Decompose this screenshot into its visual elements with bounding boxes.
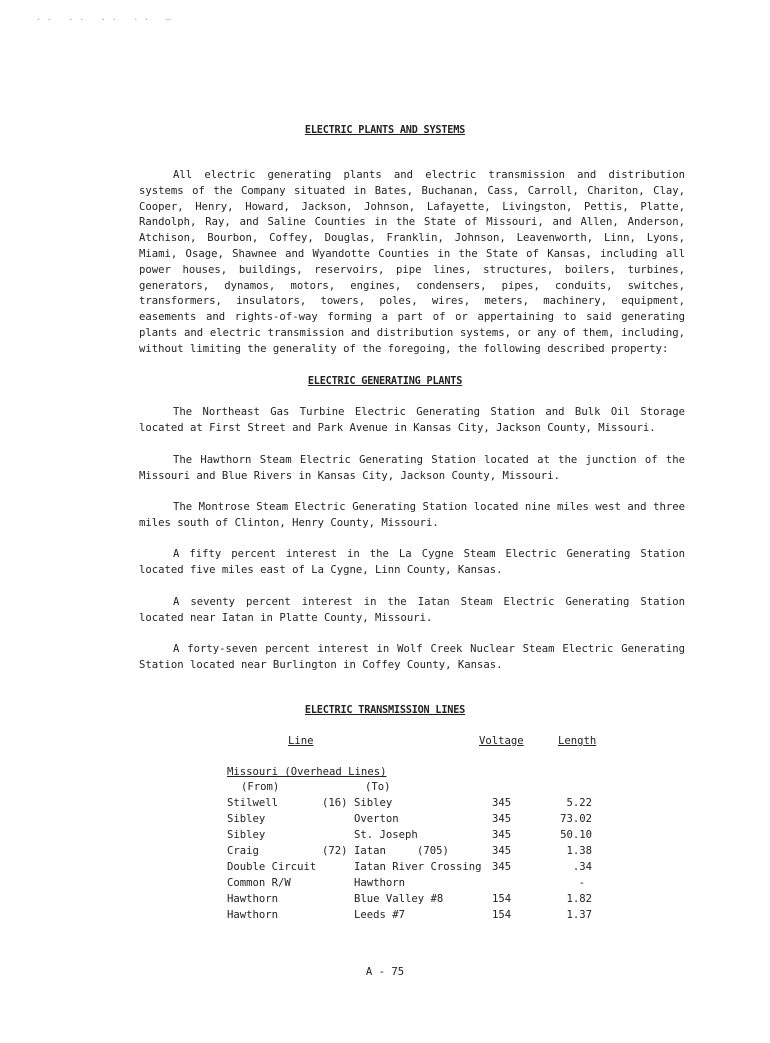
col-header-length: Length xyxy=(558,735,597,747)
col-header-line: Line xyxy=(288,735,314,747)
plant-paragraph-4: A fifty percent interest in the La Cygne Steam Electric Generating Station located five miles east of La Cygne, Linn County, Kansas. xyxy=(139,548,685,576)
row-voltage: 345 xyxy=(492,829,512,841)
row-from: Stilwell xyxy=(227,797,279,809)
row-from: Sibley xyxy=(227,829,266,841)
row-to: Leeds #7 xyxy=(354,909,406,921)
row-from: Craig xyxy=(227,845,259,857)
row-length: 50.10 xyxy=(560,829,592,841)
row-voltage: 345 xyxy=(492,797,512,809)
row-from: Hawthorn xyxy=(227,909,279,921)
row-from: Common R/W xyxy=(227,877,291,889)
section-label: Missouri (Overhead Lines) xyxy=(227,766,387,778)
row-length: .34 xyxy=(572,861,592,873)
col-header-voltage: Voltage xyxy=(479,735,524,747)
row-from-number: (72) xyxy=(322,845,348,857)
row-to: Iatan River Crossing xyxy=(354,861,482,873)
page-title: ELECTRIC PLANTS AND SYSTEMS xyxy=(304,125,466,136)
row-to: Hawthorn xyxy=(354,877,406,889)
plant-paragraph-5: A seventy percent interest in the Iatan Steam Electric Generating Station located near Iatan in Platte County, Missouri. xyxy=(139,596,685,624)
to-label: (To) xyxy=(365,781,391,793)
transmission-lines-heading: ELECTRIC TRANSMISSION LINES xyxy=(304,705,466,716)
row-voltage: 345 xyxy=(492,845,512,857)
row-to: Overton xyxy=(354,813,399,825)
scan-specks: ·· ·· ·· ·· – xyxy=(36,15,177,24)
row-to: Iatan xyxy=(354,845,386,857)
row-to-number: (705) xyxy=(417,845,449,857)
row-to: Blue Valley #8 xyxy=(354,893,444,905)
intro-paragraph: All electric generating plants and electric transmission and distribution systems of the Company situated in Bates, Buchanan, Cass, Carroll, Chariton, Clay, Cooper, Henry, Howard, Jackson, Johnson, Lafayette, Livingston, Pettis, Platte, Randolph, Ray, and Saline Counties in the State of Missouri, and Allen, Anderson, Atchison, Bourbon, Coffey, Douglas, Franklin, Johnson, Leavenworth, Linn, Lyons, Miami, Osage, Shawnee and Wyandotte Counties in the State of Kansas, including all power houses, buildings, reservoirs, pipe lines, structures, boilers, turbines, generators, dynamos, motors, engines, condensers, pipes, conduits, switches, transformers, insulators, towers, poles, wires, meters, machinery, equipment, easements and rights-of-way forming a part of or appertaining to said generating plants and electric transmission and distribution systems, or any of them, including, without limiting the generality of the foregoing, the following described property: xyxy=(139,169,685,355)
from-label: (From) xyxy=(241,781,280,793)
plant-paragraph-1: The Northeast Gas Turbine Electric Generating Station and Bulk Oil Storage located at First Street and Park Avenue in Kansas City, Jackson County, Missouri. xyxy=(139,406,685,434)
row-from: Double Circuit xyxy=(227,861,317,873)
row-from: Sibley xyxy=(227,813,266,825)
row-voltage: 345 xyxy=(492,813,512,825)
row-length: 1.37 xyxy=(566,909,592,921)
row-length: 73.02 xyxy=(560,813,592,825)
row-length: 5.22 xyxy=(566,797,592,809)
page-number: A - 75 xyxy=(365,966,405,978)
row-length: 1.38 xyxy=(566,845,592,857)
plant-paragraph-2: The Hawthorn Steam Electric Generating Station located at the junction of the Missouri and Blue Rivers in Kansas City, Jackson County, Missouri. xyxy=(139,454,685,482)
row-from-number: (16) xyxy=(322,797,348,809)
row-length: - xyxy=(578,877,585,889)
row-from: Hawthorn xyxy=(227,893,279,905)
row-to: Sibley xyxy=(354,797,393,809)
row-length: 1.82 xyxy=(566,893,592,905)
generating-plants-heading: ELECTRIC GENERATING PLANTS xyxy=(307,376,463,387)
row-to: St. Joseph xyxy=(354,829,418,841)
row-voltage: 345 xyxy=(492,861,512,873)
row-voltage: 154 xyxy=(492,893,512,905)
row-voltage: 154 xyxy=(492,909,512,921)
plant-paragraph-6: A forty-seven percent interest in Wolf Creek Nuclear Steam Electric Generating Station located near Burlington in Coffey County, Kansas. xyxy=(139,643,685,671)
plant-paragraph-3: The Montrose Steam Electric Generating Station located nine miles west and three miles south of Clinton, Henry County, Missouri. xyxy=(139,501,685,529)
